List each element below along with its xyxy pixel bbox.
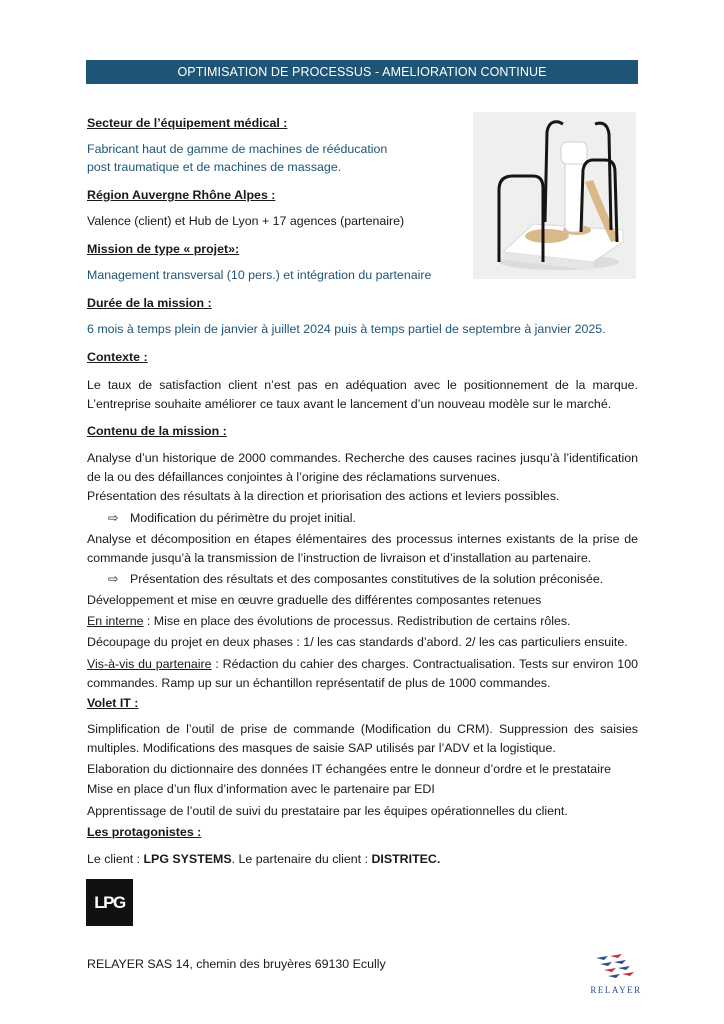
content-heading: Contenu de la mission : bbox=[87, 424, 227, 438]
it-paragraph-3: Mise en place d’un flux d’information avec le partenaire par EDI bbox=[87, 782, 435, 796]
internal-label: En interne bbox=[87, 614, 144, 628]
client-name: LPG SYSTEMS bbox=[143, 852, 232, 866]
content-paragraph-4: Développement et mise en œuvre graduelle des différentes composantes retenues bbox=[87, 593, 542, 607]
lpg-logo-text: LPG bbox=[94, 892, 125, 912]
arrow-right-icon: ⇨ bbox=[108, 572, 119, 586]
content-arrow-item-2 bbox=[108, 570, 603, 589]
content-internal-line bbox=[87, 612, 571, 631]
protagonists-line bbox=[87, 850, 440, 869]
arrow-item-text: Présentation des résultats et des composantes constitutives de la solution préconisée. bbox=[130, 572, 604, 586]
partner-label: Vis-à-vis du partenaire bbox=[87, 657, 212, 671]
content-partner-line bbox=[87, 655, 638, 693]
internal-text: : Mise en place des évolutions de processus. Redistribution de certains rôles. bbox=[143, 614, 571, 628]
it-paragraph-1: Simplification de l’outil de prise de commande (Modification du CRM). Suppression des saisies multiples. Modifications des masques de saisie SAP utilisés par l’ADV et la logistique. bbox=[87, 722, 638, 755]
relayer-logo-text: RELAYER bbox=[590, 985, 642, 995]
context-text: Le taux de satisfaction client n’est pas en adéquation avec le positionnement de la marque. L’entreprise souhaite améliorer ce taux avant le lancement d’un nouveau modèle sur le marché. bbox=[87, 378, 638, 411]
arrow-item-text: Modification du périmètre du projet initial. bbox=[130, 511, 356, 525]
content-paragraph-3: Analyse et décomposition en étapes élémentaires des processus internes existants de la prise de commande jusqu’à la transmission de l’instruction de livraison et d’installation au partenaire. bbox=[87, 532, 638, 565]
sector-line-1: Fabricant haut de gamme de machines de rééducation bbox=[87, 142, 388, 156]
footer-address: RELAYER SAS 14, chemin des bruyères 69130 Ecully bbox=[87, 957, 386, 971]
client-prefix: Le client : bbox=[87, 852, 144, 866]
relayer-logo bbox=[586, 952, 646, 994]
arrow-right-icon: ⇨ bbox=[108, 511, 119, 525]
lpg-logo bbox=[86, 879, 133, 926]
relayer-arrows-icon bbox=[586, 952, 646, 980]
product-image bbox=[473, 112, 636, 279]
mission-type-text: Management transversal (10 pers.) et intégration du partenaire bbox=[87, 268, 432, 282]
context-heading: Contexte : bbox=[87, 350, 148, 364]
sector-heading: Secteur de l’équipement médical : bbox=[87, 116, 288, 130]
protagonists-heading: Les protagonistes : bbox=[87, 825, 202, 839]
region-text: Valence (client) et Hub de Lyon + 17 agences (partenaire) bbox=[87, 214, 405, 228]
partner-text: : Rédaction du cahier des charges. Contractualisation. Tests sur environ 100 commandes. Ramp up sur un échantillon représentatif de plus de 1000 commandes. bbox=[87, 657, 638, 690]
it-paragraph-4: Apprentissage de l’outil de suivi du prestataire par les équipes opérationnelles du client. bbox=[87, 804, 568, 818]
content-arrow-item-1 bbox=[108, 509, 356, 528]
partner-prefix: . Le partenaire du client : bbox=[231, 852, 372, 866]
region-heading: Région Auvergne Rhône Alpes : bbox=[87, 188, 276, 202]
partner-name: DISTRITEC. bbox=[371, 852, 441, 866]
content-paragraph-2: Présentation des résultats à la direction et priorisation des actions et leviers possibles. bbox=[87, 489, 560, 503]
duration-text: 6 mois à temps plein de janvier à juillet 2024 puis à temps partiel de septembre à janvier 2025. bbox=[87, 322, 606, 336]
content-paragraph-5: Découpage du projet en deux phases : 1/ les cas standards d’abord. 2/ les cas particuliers ensuite. bbox=[87, 635, 628, 649]
content-paragraph-1: Analyse d’un historique de 2000 commandes. Recherche des causes racines jusqu’à l’identification de la ou des défaillances conjointes à l’origine des réclamations survenues. bbox=[87, 451, 638, 484]
duration-heading: Durée de la mission : bbox=[87, 296, 212, 310]
title-banner: OPTIMISATION DE PROCESSUS - AMELIORATION CONTINUE bbox=[86, 60, 638, 84]
it-paragraph-2: Elaboration du dictionnaire des données IT échangées entre le donneur d’ordre et le prestataire bbox=[87, 762, 611, 776]
it-heading: Volet IT : bbox=[87, 696, 139, 710]
sector-line-2: post traumatique et de machines de massage. bbox=[87, 160, 342, 174]
mission-type-heading: Mission de type « projet»: bbox=[87, 242, 240, 256]
